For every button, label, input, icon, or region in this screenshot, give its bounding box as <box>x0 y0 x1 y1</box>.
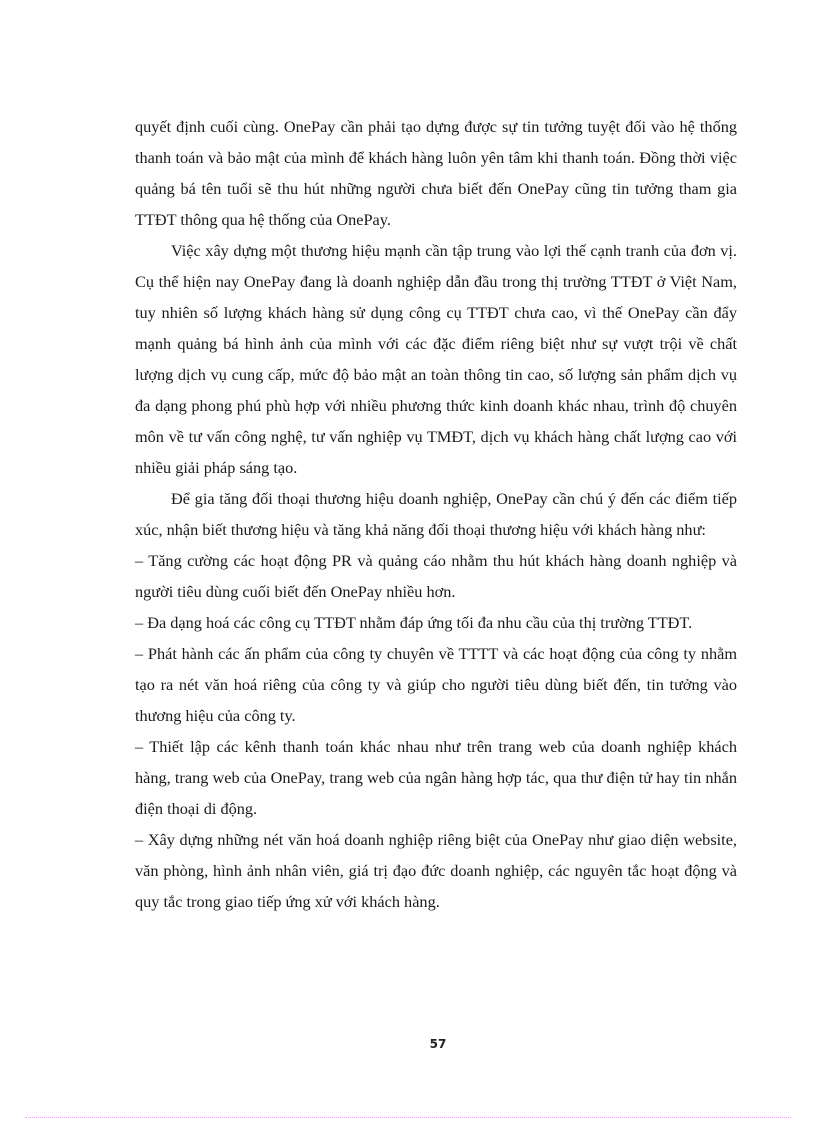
bullet-item-corporate-culture: – Xây dựng những nét văn hoá doanh nghiệp riêng biệt của OnePay như giao diện website, văn phòng, hình ảnh nhân viên, giá trị đạo đức doanh nghiệp, các nguyên tắc hoạt động và quy tắc trong giao tiếp ứng xử với khách hàng. <box>135 830 737 911</box>
paragraph-continuation: quyết định cuối cùng. OnePay cần phải tạo dựng được sự tin tưởng tuyệt đối vào hệ thống thanh toán và bảo mật của mình để khách hàng luôn yên tâm khi thanh toán. Đồng thời việc quảng bá tên tuổi sẽ thu hút những người chưa biết đến OnePay cũng tin tưởng tham gia TTĐT thông qua hệ thống của OnePay. <box>135 117 737 229</box>
bullet-item-payment-channels: – Thiết lập các kênh thanh toán khác nhau như trên trang web của doanh nghiệp khách hàng, trang web của OnePay, trang web của ngân hàng hợp tác, qua thư điện tử hay tin nhắn điện thoại di động. <box>135 737 737 818</box>
bullet-item-publications: – Phát hành các ấn phẩm của công ty chuyên về TTTT và các hoạt động của công ty nhằm tạo ra nét văn hoá riêng của công ty và giúp cho người tiêu dùng biết đến, tin tưởng vào thương hiệu của công ty. <box>135 644 737 725</box>
page-number: 57 <box>429 1037 447 1051</box>
paragraph-brand-dialogue: Để gia tăng đối thoại thương hiệu doanh nghiệp, OnePay cần chú ý đến các điểm tiếp xúc, nhận biết thương hiệu và tăng khả năng đối thoại thương hiệu với khách hàng như: <box>135 489 737 539</box>
bullet-item-diversify-tools: – Đa dạng hoá các công cụ TTĐT nhằm đáp ứng tối đa nhu cầu của thị trường TTĐT. <box>135 613 693 632</box>
bullet-item-pr-advertising: – Tăng cường các hoạt động PR và quảng cáo nhằm thu hút khách hàng doanh nghiệp và người tiêu dùng cuối biết đến OnePay nhiều hơn. <box>135 551 737 601</box>
body-text <box>135 111 737 917</box>
page-break-divider <box>25 1117 791 1118</box>
paragraph-brand-building: Việc xây dựng một thương hiệu mạnh cần tập trung vào lợi thế cạnh tranh của đơn vị. Cụ thể hiện nay OnePay đang là doanh nghiệp dẫn đầu trong thị trường TTĐT ở Việt Nam, tuy nhiên số lượng khách hàng sử dụng công cụ TTĐT chưa cao, vì thế OnePay cần đẩy mạnh quảng bá hình ảnh của mình với các đặc điểm riêng biệt như sự vượt trội về chất lượng dịch vụ cung cấp, mức độ bảo mật an toàn thông tin cao, số lượng sản phẩm dịch vụ đa dạng phong phú phù hợp với nhiều phương thức kinh doanh khác nhau, trình độ chuyên môn về tư vấn công nghệ, tư vấn nghiệp vụ TMĐT, dịch vụ khách hàng chất lượng cao với nhiều giải pháp sáng tạo. <box>135 241 737 477</box>
